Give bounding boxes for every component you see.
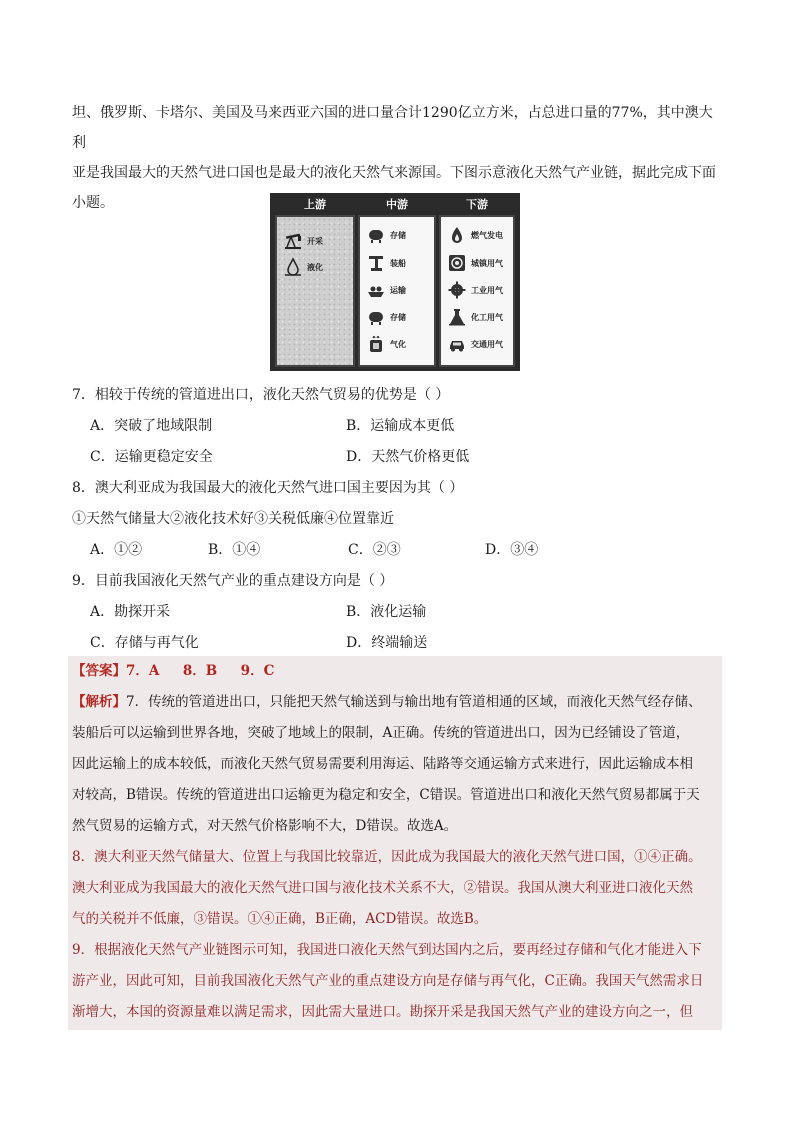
- downstream-item: [447, 334, 503, 354]
- q7-options-row-1: [72, 411, 732, 442]
- q9-options-row-2: [72, 628, 732, 659]
- questions-section: [72, 380, 732, 659]
- q7-option-d: D．天然气价格更低: [346, 449, 470, 465]
- q7-option-c: C．运输更稳定安全: [90, 449, 213, 465]
- midstream-item: [366, 307, 406, 327]
- analysis-7-line: [68, 687, 722, 718]
- analysis-8-line: 气的关税并不低廉，③错误。①④正确，B正确，ACD错误。故选B。: [72, 911, 488, 927]
- downstream-item: [447, 280, 503, 300]
- q8-option-c: C．②③: [348, 542, 401, 558]
- midstream-label: 存储: [390, 230, 406, 240]
- midstream-item: [366, 334, 406, 354]
- answer-label: 【答案】: [72, 663, 126, 679]
- upstream-panel: [275, 215, 355, 367]
- q8-option-b: B．①④: [208, 542, 261, 558]
- flask-icon: [447, 307, 467, 327]
- tank-icon: [366, 307, 386, 327]
- liquefy-icon: [283, 257, 303, 277]
- midstream-item: [366, 280, 406, 300]
- loading-icon: [366, 253, 386, 273]
- lng-industry-chain-figure: [270, 193, 520, 371]
- q8-option-a: A．①②: [90, 542, 143, 558]
- midstream-item: [366, 253, 406, 273]
- burner-icon: [447, 253, 467, 273]
- intro-line: 亚是我国最大的天然气进口国也是最大的液化天然气来源国。下图示意液化天然气产业链，据此完成下面: [72, 165, 716, 181]
- pump-jack-icon: [283, 231, 303, 251]
- q9-option-d: D．终端输送: [346, 635, 428, 651]
- downstream-item: [447, 307, 503, 327]
- analysis-label: 【解析】: [72, 694, 126, 710]
- q9-stem: 9．目前我国液化天然气产业的重点建设方向是（ ）: [72, 573, 394, 589]
- midstream-label: 存储: [390, 312, 406, 322]
- q9-options-row-1: [72, 597, 732, 628]
- analysis-7-line: 对较高，B错误。传统的管道进出口运输更为稳定和安全，C错误。管道进出口和液化天然气贸易都属于天: [72, 787, 700, 803]
- analysis-9-line: 渐增大，本国的资源量难以满足需求，因此需大量进口。勘探开采是我国天然气产业的建设方向之一，但: [72, 1004, 693, 1020]
- upstream-item: [283, 257, 323, 277]
- header-downstream: 下游: [466, 198, 488, 211]
- q9-option-a: A．勘探开采: [90, 604, 171, 620]
- answer-line: [68, 656, 722, 687]
- downstream-label: 化工用气: [471, 312, 503, 322]
- q7-option-a: A．突破了地域限制: [90, 418, 213, 434]
- intro-line: 坦、俄罗斯、卡塔尔、美国及马来西亚六国的进口量合计1290亿立方米，占总进口量的77%，其中澳大利: [72, 105, 713, 151]
- midstream-panel: [358, 215, 436, 367]
- downstream-panel: [439, 215, 515, 367]
- downstream-label: 城镇用气: [471, 258, 503, 268]
- gasify-icon: [366, 334, 386, 354]
- downstream-label: 燃气发电: [471, 230, 503, 240]
- analysis-9-line: 9．根据液化天然气产业链图示可知，我国进口液化天然气到达国内之后，要再经过存储和气化才能进入下: [72, 942, 702, 958]
- car-icon: [447, 334, 467, 354]
- tank-icon: [366, 225, 386, 245]
- analysis-8-line: 8．澳大利亚天然气储量大、位置上与我国比较靠近，因此成为我国最大的液化天然气进口国，①④正确。: [72, 849, 702, 865]
- midstream-label: 运输: [390, 285, 406, 295]
- flame-icon: [447, 225, 467, 245]
- downstream-item: [447, 253, 503, 273]
- analysis-7-text: 7．传统的管道进出口，只能把天然气输送到与输出地有管道相通的区域，而液化天然气经存储、: [126, 694, 702, 710]
- downstream-label: 工业用气: [471, 285, 503, 295]
- header-midstream: 中游: [386, 198, 408, 211]
- upstream-label: 开采: [307, 236, 323, 246]
- q9-option-c: C．存储与再气化: [90, 635, 199, 651]
- q9-option-b: B．液化运输: [346, 604, 427, 620]
- analysis-7-line: 因此运输上的成本较低，而液化天然气贸易需要利用海运、陆路等交通运输方式来进行，因此运输成本相: [72, 756, 693, 772]
- upstream-item: [283, 231, 323, 251]
- ship-icon: [366, 280, 386, 300]
- q8-statements: ①天然气储量大②液化技术好③关税低廉④位置靠近: [72, 511, 394, 527]
- downstream-item: [447, 225, 503, 245]
- analysis-7-line: 然气贸易的运输方式，对天然气价格影响不大，D错误。故选A。: [72, 818, 458, 834]
- upstream-label: 液化: [307, 262, 323, 272]
- intro-line: 小题。: [72, 195, 114, 211]
- downstream-label: 交通用气: [471, 339, 503, 349]
- gear-icon: [447, 280, 467, 300]
- midstream-label: 装船: [390, 258, 406, 268]
- q8-option-d: D．③④: [485, 542, 539, 558]
- q7-option-b: B．运输成本更低: [346, 418, 455, 434]
- analysis-9-line: 游产业，因此可知，目前我国液化天然气产业的重点建设方向是存储与再气化，C正确。我国天气然需求日: [72, 973, 704, 989]
- answer-text: 7．A 8．B 9．C: [126, 663, 275, 679]
- midstream-item: [366, 225, 406, 245]
- q8-stem: 8．澳大利亚成为我国最大的液化天然气进口国主要因为其（ ）: [72, 480, 464, 496]
- q7-stem: 7．相较于传统的管道进出口，液化天然气贸易的优势是（ ）: [72, 387, 450, 403]
- answer-analysis-block: [68, 656, 722, 1030]
- midstream-label: 气化: [390, 339, 406, 349]
- analysis-7-line: 装船后可以运输到世界各地，突破了地域上的限制，A正确。传统的管道进出口，因为已经铺设了管道，: [72, 725, 690, 741]
- header-upstream: 上游: [304, 198, 326, 211]
- analysis-8-line: 澳大利亚成为我国最大的液化天然气进口国与液化技术关系不大，②错误。我国从澳大利亚进口液化天然: [72, 880, 693, 896]
- q7-options-row-2: [72, 442, 732, 473]
- q8-options-row: [72, 535, 732, 566]
